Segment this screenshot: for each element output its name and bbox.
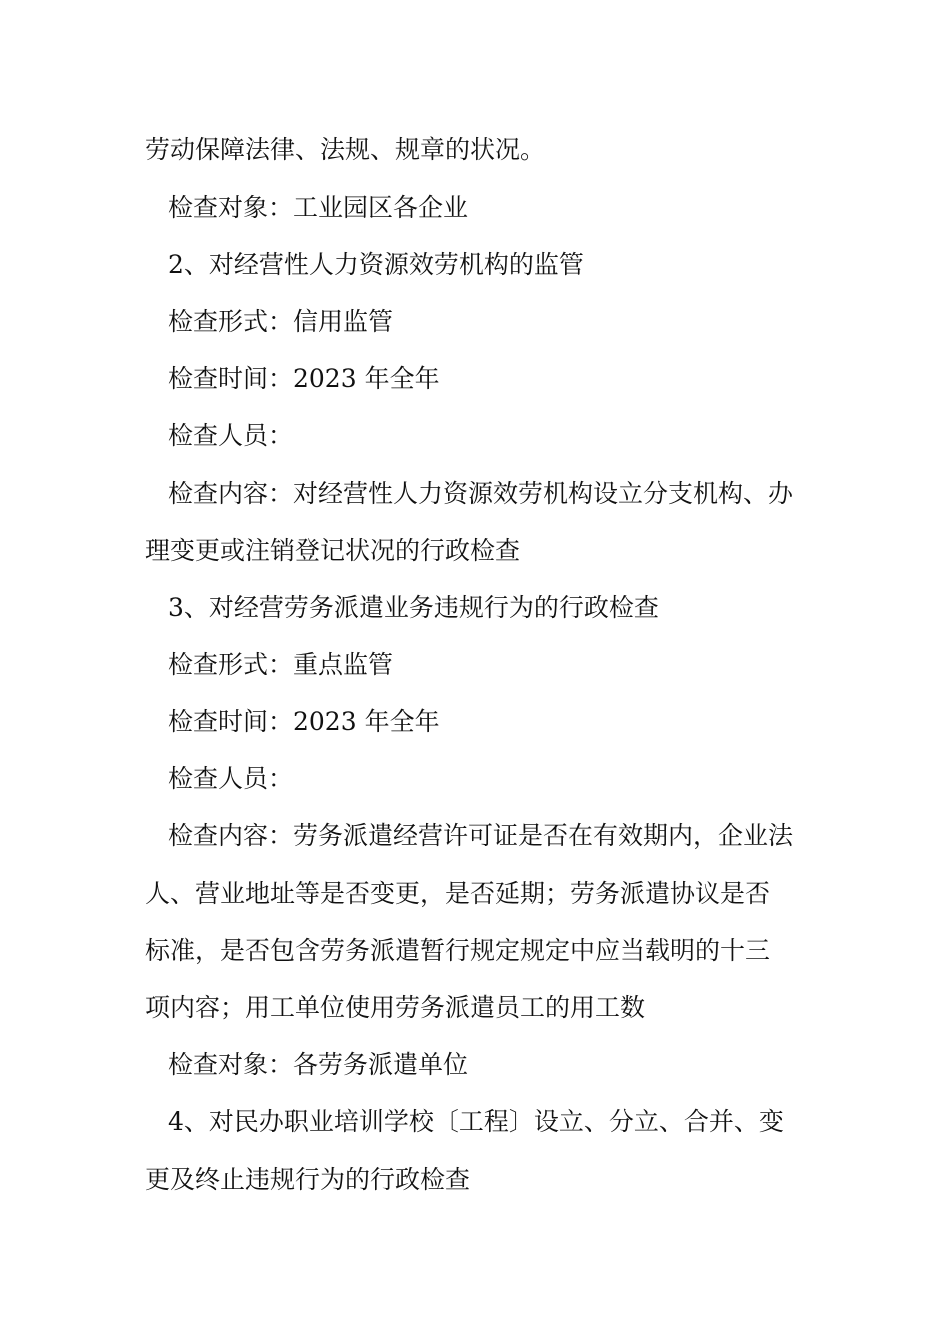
inspection-form-line: 检查形式：重点监管 bbox=[168, 650, 394, 679]
paragraph-line: 劳动保障法律、法规、规章的状况。 bbox=[145, 135, 546, 164]
paragraph-line: 项内容；用工单位使用劳务派遣员工的用工数 bbox=[145, 993, 646, 1022]
inspection-staff-line: 检查人员： bbox=[168, 421, 294, 450]
inspection-staff-line: 检查人员： bbox=[168, 764, 294, 793]
paragraph-line: 理变更或注销登记状况的行政检查 bbox=[145, 536, 521, 565]
inspection-time-line: 检查时间：2023 年全年 bbox=[168, 364, 440, 393]
inspection-time-line: 检查时间：2023 年全年 bbox=[168, 707, 440, 736]
section-heading-2: 2、对经营性人力资源效劳机构的监管 bbox=[168, 250, 584, 279]
inspection-content-line: 检查内容：对经营性人力资源效劳机构设立分支机构、办 bbox=[168, 479, 794, 508]
paragraph-line: 更及终止违规行为的行政检查 bbox=[145, 1165, 471, 1194]
inspection-target-line: 检查对象：各劳务派遣单位 bbox=[168, 1050, 469, 1079]
paragraph-line: 人、营业地址等是否变更，是否延期；劳务派遣协议是否 bbox=[145, 879, 771, 908]
inspection-form-line: 检查形式：信用监管 bbox=[168, 307, 394, 336]
inspection-target-line: 检查对象：工业园区各企业 bbox=[168, 193, 469, 222]
paragraph-line: 标准，是否包含劳务派遣暂行规定规定中应当载明的十三 bbox=[145, 936, 771, 965]
section-heading-3: 3、对经营劳务派遣业务违规行为的行政检查 bbox=[168, 593, 659, 622]
inspection-content-line: 检查内容：劳务派遣经营许可证是否在有效期内，企业法 bbox=[168, 821, 794, 850]
section-heading-4: 4、对民办职业培训学校〔工程〕设立、分立、合并、变 bbox=[168, 1107, 784, 1136]
